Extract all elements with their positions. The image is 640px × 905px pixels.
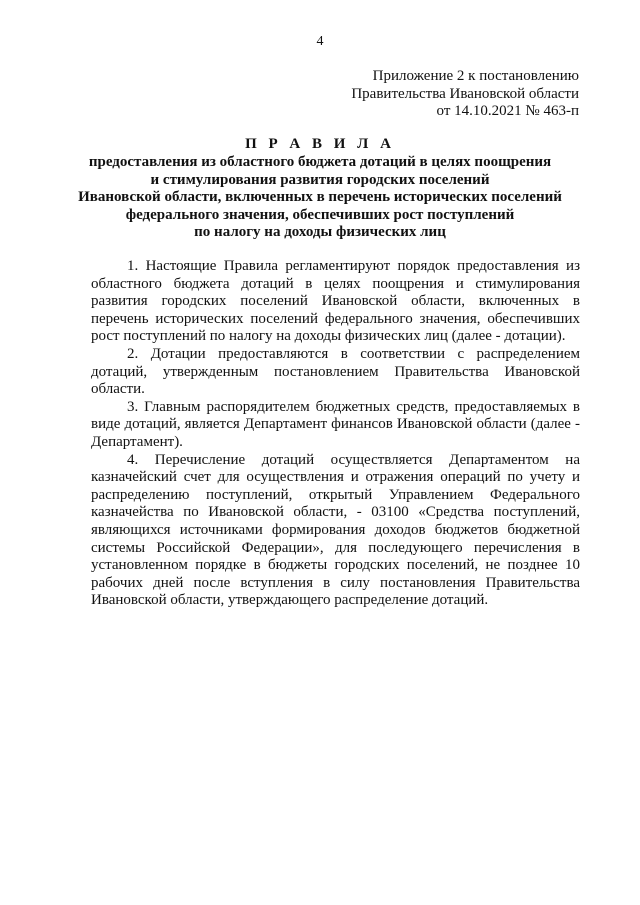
document-body [91,258,580,610]
appendix-line: от 14.10.2021 № 463-п [436,103,579,119]
appendix-line: Приложение 2 к постановлению [372,68,579,84]
page-number: 4 [316,34,324,49]
subtitle-line: федерального значения, обеспечивших рост поступлений [125,206,515,223]
appendix-line: Правительства Ивановской области [351,85,579,102]
subtitle-line: предоставления из областного бюджета дотаций в целях поощрения [88,154,552,170]
document-subtitle [60,154,580,242]
paragraph-1: 1. Настоящие Правила регламентируют порядок предоставления из областного бюджета дотаций в целях поощрения и стимулирования развития городских поселений Ивановской области, включенных в перечень исторических поселений федерального значения, обеспечивших рост поступлений по налогу на доходы физических лиц (далее - дотации). [91,258,580,345]
paragraph-2: 2. Дотации предоставляются в соответствии с распределением дотаций, утвержденным постановлением Правительства Ивановской области. [91,345,580,398]
appendix-note [351,68,579,121]
paragraph-4: 4. Перечисление дотаций осуществляется Департаментом на казначейский счет для осуществления и отражения операций по учету и распределению поступлений, открытый Управлением Федерального казначейства по Ивановской области, - 03100 «Средства поступлений, являющихся источниками формирования доходов бюджетов бюджетной системы Российской Федерации», для последующего перечисления в установленном порядке в бюджеты городских поселений, не позднее 10 рабочих дней после вступления в силу постановления Правительства Ивановской области, утверждающего распределение дотаций. [91,451,580,609]
subtitle-line: и стимулирования развития городских поселений [150,171,490,188]
document-title: П Р А В И Л А [245,136,395,152]
subtitle-line: по налогу на доходы физических лиц [194,224,446,240]
paragraph-3: 3. Главным распорядителем бюджетных средств, предоставляемых в виде дотаций, является Департамент финансов Ивановской области (далее - Департамент). [91,398,580,450]
subtitle-line: Ивановской области, включенных в перечень исторических поселений [78,189,562,205]
